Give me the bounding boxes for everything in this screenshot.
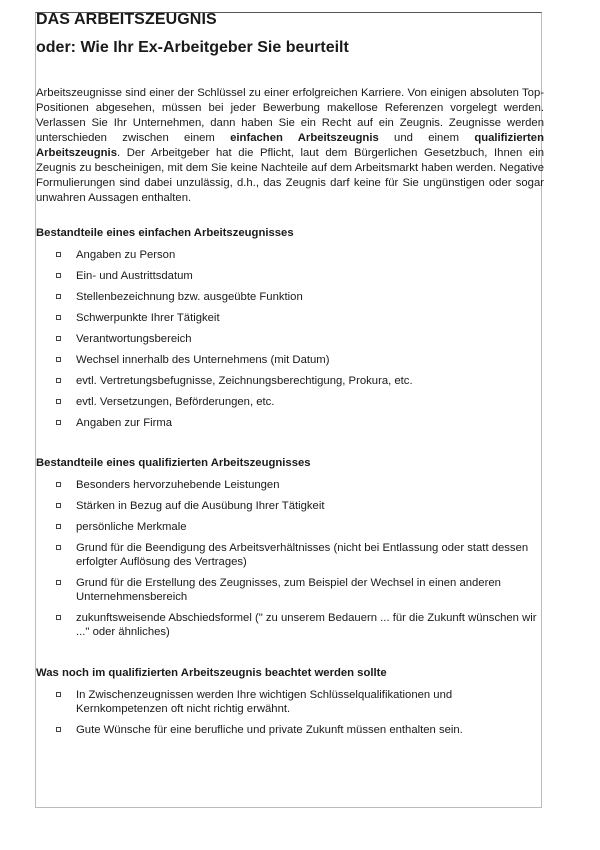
list-item: [56, 290, 541, 304]
intro-text-3: . Der Arbeitgeber hat die Pflicht, laut dem Bürgerlichen Gesetzbuch, Ihnen ein Zeugnis zu bescheinigen, mit dem Sie keine Nachteile auf dem Arbeitsmarkt haben werden. Negative Formulierungen sind dabei unzulässig, d.h., das Zeugnis darf keine für Sie ungünstigen oder sogar unwahren Aussagen enthalten.: [36, 147, 544, 204]
bullet-icon: [56, 294, 61, 299]
document-subtitle: oder: Wie Ihr Ex-Arbeitgeber Sie beurteilt: [36, 39, 349, 56]
bullet-icon: [56, 524, 61, 529]
list-item: [56, 478, 541, 492]
list-item-text: persönliche Merkmale: [76, 521, 187, 533]
list-item-text: Grund für die Erstellung des Zeugnisses, zum Beispiel der Wechsel in einen anderen Unternehmensbereich: [76, 577, 501, 603]
list-item: [56, 576, 541, 604]
list-item-text: Angaben zur Firma: [76, 417, 173, 429]
list-item: [56, 416, 541, 430]
list-item-text: In Zwischenzeugnissen werden Ihre wichtigen Schlüsselqualifikationen und Kernkompetenzen oft nicht richtig erwähnt.: [76, 689, 453, 715]
intro-bold-1: einfachen Arbeitszeugnis: [230, 132, 379, 144]
list-beachten: [56, 688, 541, 737]
bullet-icon: [56, 378, 61, 383]
bullet-icon: [56, 503, 61, 508]
bullet-icon: [56, 315, 61, 320]
list-item: [56, 723, 541, 737]
list-item-text: Ein- und Austrittsdatum: [76, 270, 193, 282]
list-einfach: [56, 248, 541, 430]
intro-paragraph: [36, 86, 544, 206]
list-item: [56, 374, 541, 388]
list-item: [56, 688, 541, 716]
bullet-icon: [56, 420, 61, 425]
bullet-icon: [56, 273, 61, 278]
intro-text-2: und einem: [378, 132, 475, 144]
section-heading-qualifiziert: Bestandteile eines qualifizierten Arbeitszeugnisses: [36, 457, 311, 469]
list-item: [56, 269, 541, 283]
list-item-text: Wechsel innerhalb des Unternehmens (mit Datum): [76, 354, 330, 366]
list-item-text: Verantwortungsbereich: [76, 333, 192, 345]
list-item: [56, 499, 541, 513]
list-item: [56, 520, 541, 534]
intro-text-1: Arbeitszeugnisse sind einer der Schlüssel zu einer erfolgreichen Karriere. Von einigen absoluten Top-Positionen abgesehen, müssen bei jeder Bewerbung makellose Referenzen vorgelegt werden. Verlassen Sie Ihr Unternehmen, dann haben Sie ein Recht auf ein Zeugnis. Zeugnisse werden unterschieden zwischen einem: [36, 87, 544, 144]
section-heading-einfach: Bestandteile eines einfachen Arbeitszeugnisses: [36, 227, 294, 239]
list-item-text: Gute Wünsche für eine berufliche und private Zukunft müssen enthalten sein.: [76, 724, 463, 736]
bullet-icon: [56, 252, 61, 257]
list-item: [56, 353, 541, 367]
list-item-text: Besonders hervorzuhebende Leistungen: [76, 479, 280, 491]
intro-bold-2: qualifizierten Arbeitszeugnis: [36, 132, 544, 159]
list-item-text: Stellenbezeichnung bzw. ausgeübte Funktion: [76, 291, 303, 303]
list-item-text: Grund für die Beendigung des Arbeitsverhältnisses (nicht bei Entlassung oder statt dessen erfolgter Auflösung des Vertrages): [76, 542, 529, 568]
list-item-text: zukunftsweisende Abschiedsformel (" zu unserem Bedauern ... für die Zukunft wünschen wir ..." oder ähnliches): [76, 612, 537, 638]
list-item-text: Schwerpunkte Ihrer Tätigkeit: [76, 312, 220, 324]
bullet-icon: [56, 615, 61, 620]
document-title: DAS ARBEITSZEUGNIS: [36, 11, 217, 28]
bullet-icon: [56, 545, 61, 550]
list-item: [56, 248, 541, 262]
bullet-icon: [56, 482, 61, 487]
list-item-text: evtl. Versetzungen, Beförderungen, etc.: [76, 396, 275, 408]
list-item: [56, 611, 541, 639]
list-item-text: Angaben zu Person: [76, 249, 176, 261]
list-qualifiziert: [56, 478, 541, 639]
bullet-icon: [56, 336, 61, 341]
list-item: [56, 395, 541, 409]
bullet-icon: [56, 727, 61, 732]
bullet-icon: [56, 692, 61, 697]
list-item-text: evtl. Vertretungsbefugnisse, Zeichnungsberechtigung, Prokura, etc.: [76, 375, 413, 387]
list-item: [56, 311, 541, 325]
list-item: [56, 541, 541, 569]
section-heading-beachten: Was noch im qualifizierten Arbeitszeugnis beachtet werden sollte: [36, 667, 387, 679]
list-item: [56, 332, 541, 346]
bullet-icon: [56, 357, 61, 362]
list-item-text: Stärken in Bezug auf die Ausübung Ihrer Tätigkeit: [76, 500, 325, 512]
bullet-icon: [56, 580, 61, 585]
bullet-icon: [56, 399, 61, 404]
